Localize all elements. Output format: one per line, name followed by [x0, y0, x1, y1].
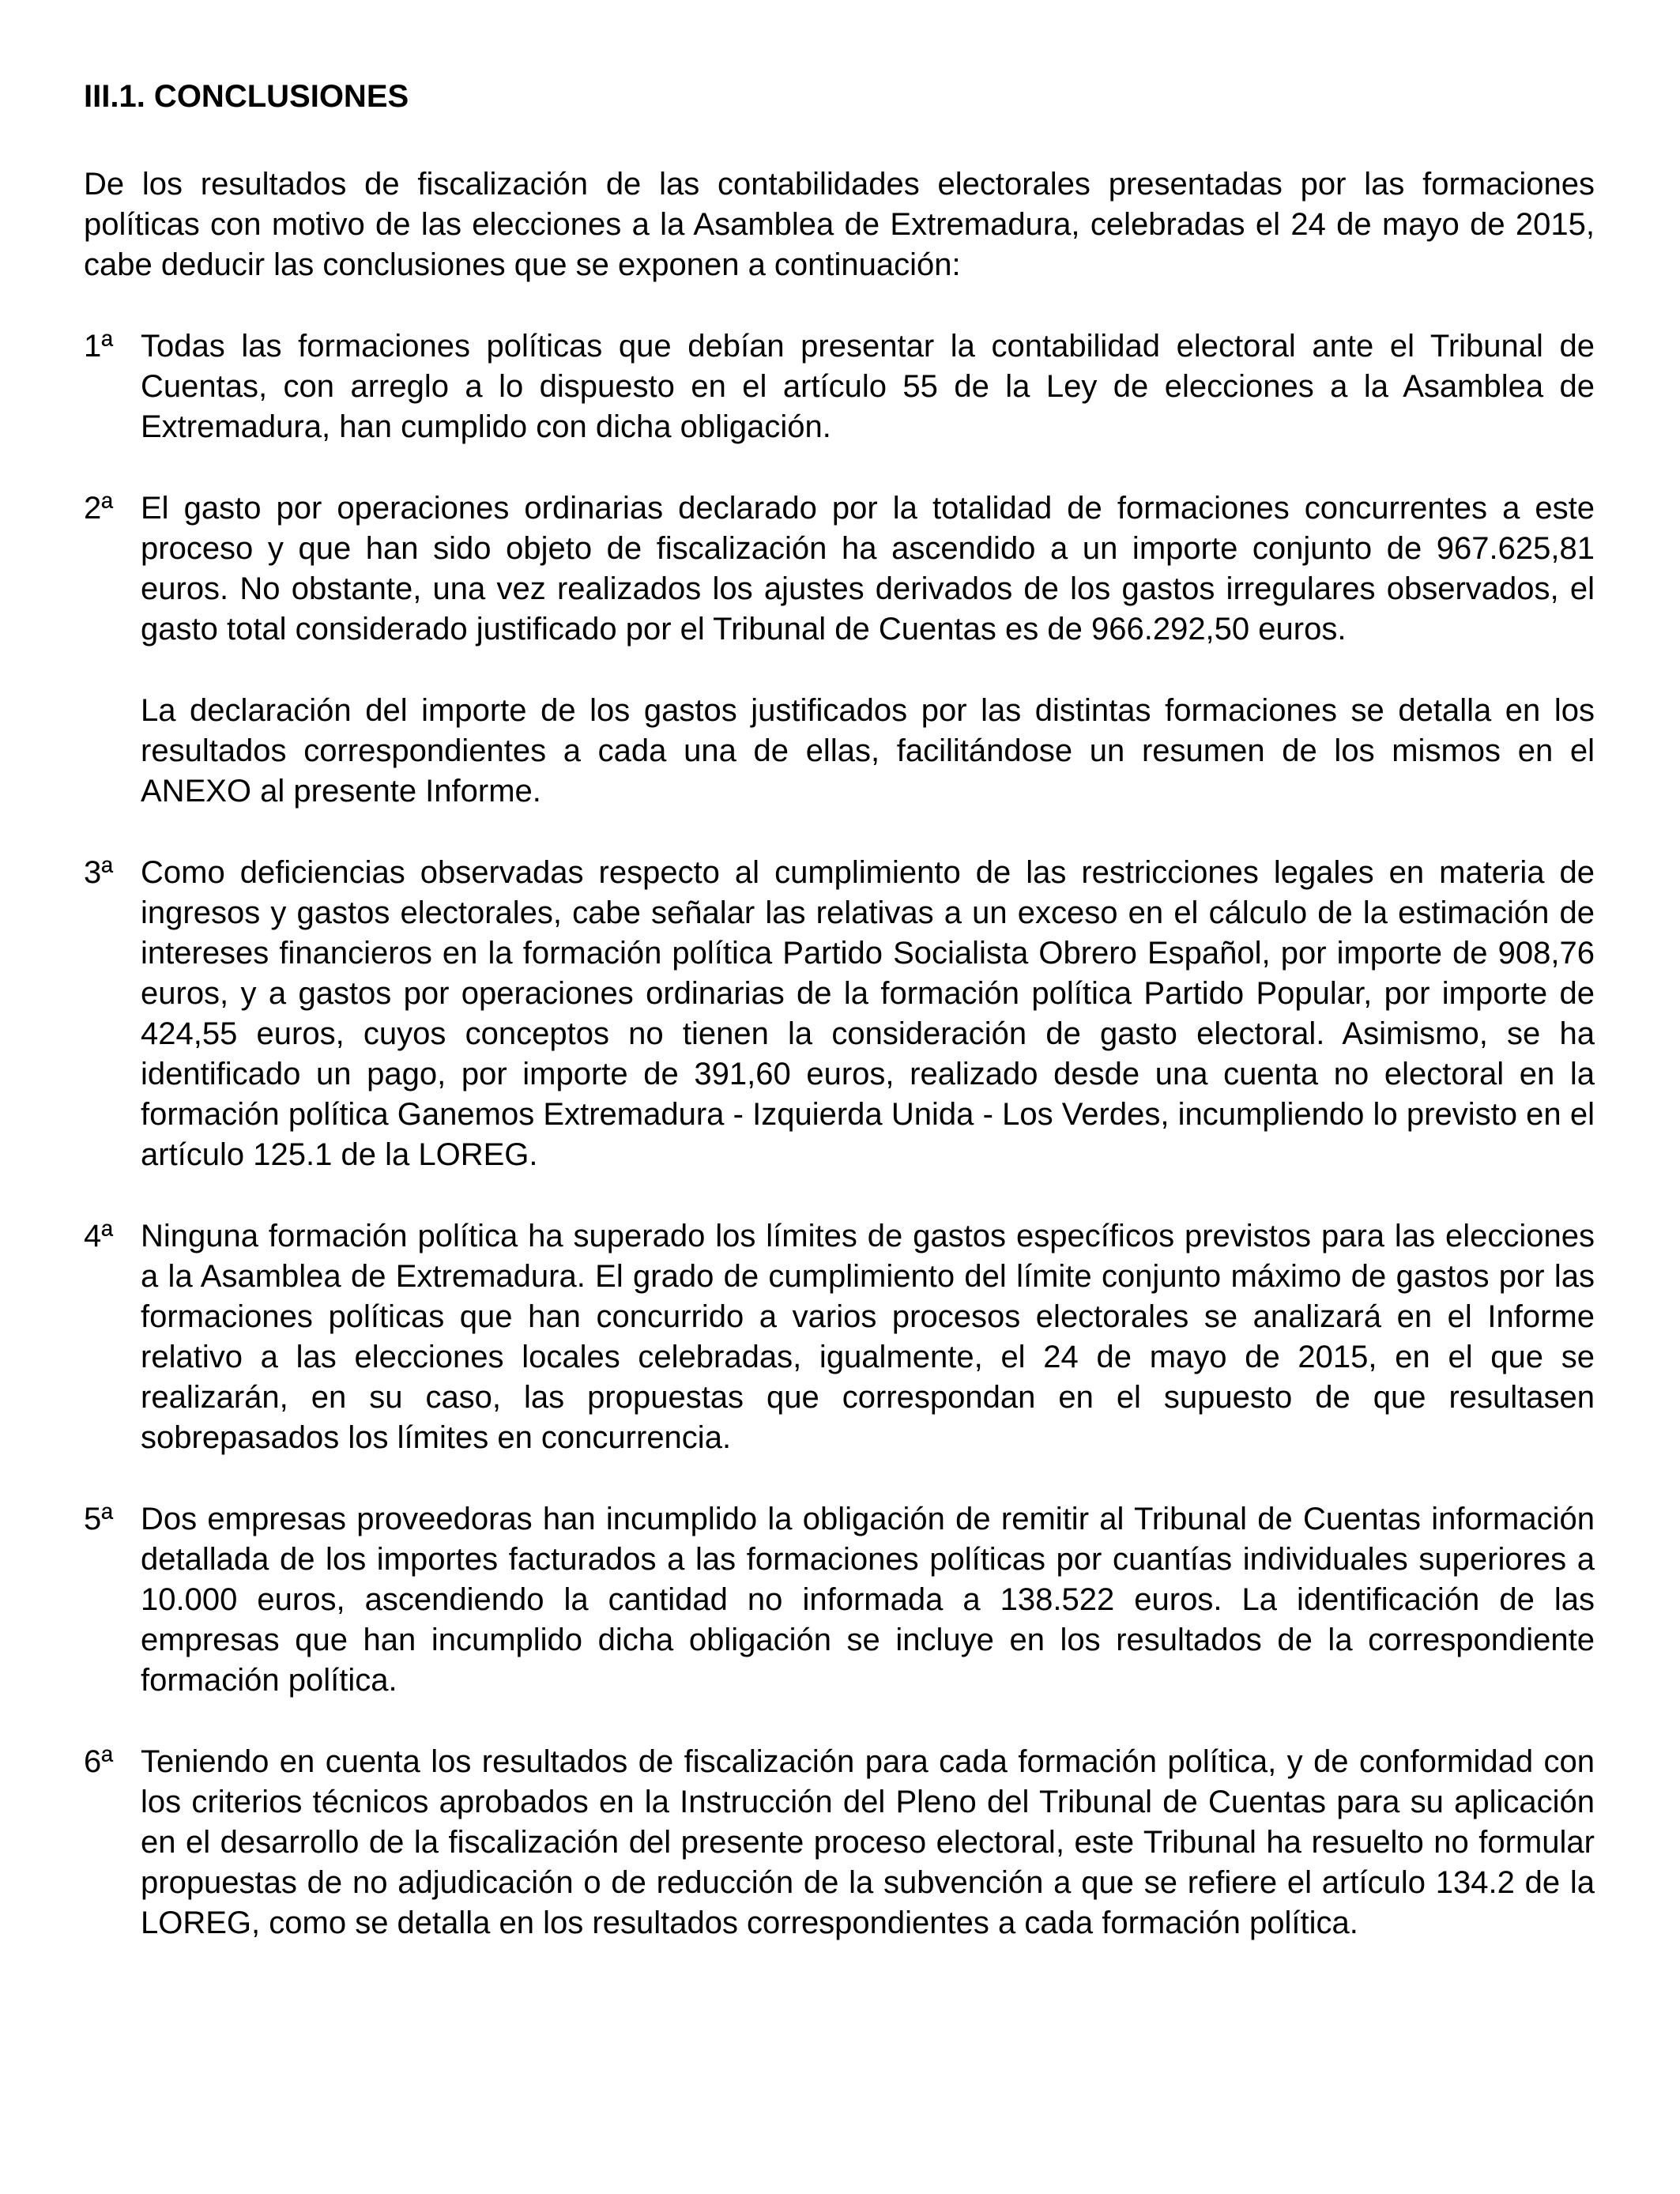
conclusion-number: 2ª	[84, 491, 114, 526]
conclusion-item-1	[84, 326, 1595, 447]
conclusion-paragraph: La declaración del importe de los gastos justificados por las distintas formaciones se detalla en los resultados correspondientes a cada una de ellas, facilitándose un resumen de los mismos en el ANEXO al presente Informe.	[141, 693, 1595, 809]
conclusion-paragraph: Ninguna formación política ha superado los límites de gastos específicos previstos para las elecciones a la Asamblea de Extremadura. El grado de cumplimiento del límite conjunto máximo de gastos por las formaciones políticas que han concurrido a varios procesos electorales se analizará en el Informe relativo a las elecciones locales celebradas, igualmente, el 24 de mayo de 2015, en el que se realizarán, en su caso, las propuestas que correspondan en el supuesto de que resultasen sobrepasados los límites en concurrencia.	[141, 1219, 1595, 1455]
conclusion-item-3	[84, 853, 1595, 1175]
conclusion-body	[141, 488, 1595, 812]
conclusion-body	[141, 1216, 1595, 1458]
conclusion-number: 4ª	[84, 1219, 114, 1253]
conclusion-paragraph: Todas las formaciones políticas que debían presentar la contabilidad electoral ante el Tribunal de Cuentas, con arreglo a lo dispuesto en el artículo 55 de la Ley de elecciones a la Asamblea de Extremadura, han cumplido con dicha obligación.	[141, 329, 1595, 444]
conclusion-paragraph: Como deficiencias observadas respecto al cumplimiento de las restricciones legales en materia de ingresos y gastos electorales, cabe señalar las relativas a un exceso en el cálculo de la estimación de intereses financieros en la formación política Partido Socialista Obrero Español, por importe de 908,76 euros, y a gastos por operaciones ordinarias de la formación política Partido Popular, por importe de 424,55 euros, cuyos conceptos no tienen la consideración de gasto electoral. Asimismo, se ha identificado un pago, por importe de 391,60 euros, realizado desde una cuenta no electoral en la formación política Ganemos Extremadura - Izquierda Unida - Los Verdes, incumpliendo lo previsto en el artículo 125.1 de la LOREG.	[141, 855, 1595, 1172]
conclusion-paragraph: Teniendo en cuenta los resultados de fiscalización para cada formación política, y de conformidad con los criterios técnicos aprobados en la Instrucción del Pleno del Tribunal de Cuentas para su aplicación en el desarrollo de la fiscalización del presente proceso electoral, este Tribunal ha resuelto no formular propuestas de no adjudicación o de reducción de la subvención a que se refiere el artículo 134.2 de la LOREG, como se detalla en los resultados correspondientes a cada formación política.	[141, 1744, 1595, 1940]
conclusion-paragraph: Dos empresas proveedoras han incumplido la obligación de remitir al Tribunal de Cuentas información detallada de los importes facturados a las formaciones políticas por cuantías individuales superiores a 10.000 euros, ascendiendo la cantidad no informada a 138.522 euros. La identificación de las empresas que han incumplido dicha obligación se incluye en los resultados de la correspondiente formación política.	[141, 1502, 1595, 1698]
conclusion-body	[141, 1742, 1595, 1943]
conclusion-number: 5ª	[84, 1502, 114, 1536]
document-page	[84, 77, 1595, 1985]
conclusion-item-5	[84, 1499, 1595, 1701]
intro-paragraph: De los resultados de fiscalización de las contabilidades electorales presentadas por las formaciones políticas con motivo de las elecciones a la Asamblea de Extremadura, celebradas el 24 de mayo de 2015, cabe deducir las conclusiones que se exponen a continuación:	[84, 167, 1595, 282]
conclusion-number: 1ª	[84, 329, 114, 364]
conclusion-paragraph: El gasto por operaciones ordinarias declarado por la totalidad de formaciones concurrentes a este proceso y que han sido objeto de fiscalización ha ascendido a un importe conjunto de 967.625,81 euros. No obstante, una vez realizados los ajustes derivados de los gastos irregulares observados, el gasto total considerado justificado por el Tribunal de Cuentas es de 966.292,50 euros.	[141, 491, 1595, 647]
section-heading: III.1. CONCLUSIONES	[84, 79, 409, 114]
conclusion-item-4	[84, 1216, 1595, 1458]
conclusion-body	[141, 853, 1595, 1175]
conclusion-body	[141, 1499, 1595, 1701]
conclusion-body	[141, 326, 1595, 447]
conclusion-number: 3ª	[84, 855, 114, 890]
conclusion-item-2	[84, 488, 1595, 812]
conclusion-number: 6ª	[84, 1744, 114, 1779]
conclusion-item-6	[84, 1742, 1595, 1943]
